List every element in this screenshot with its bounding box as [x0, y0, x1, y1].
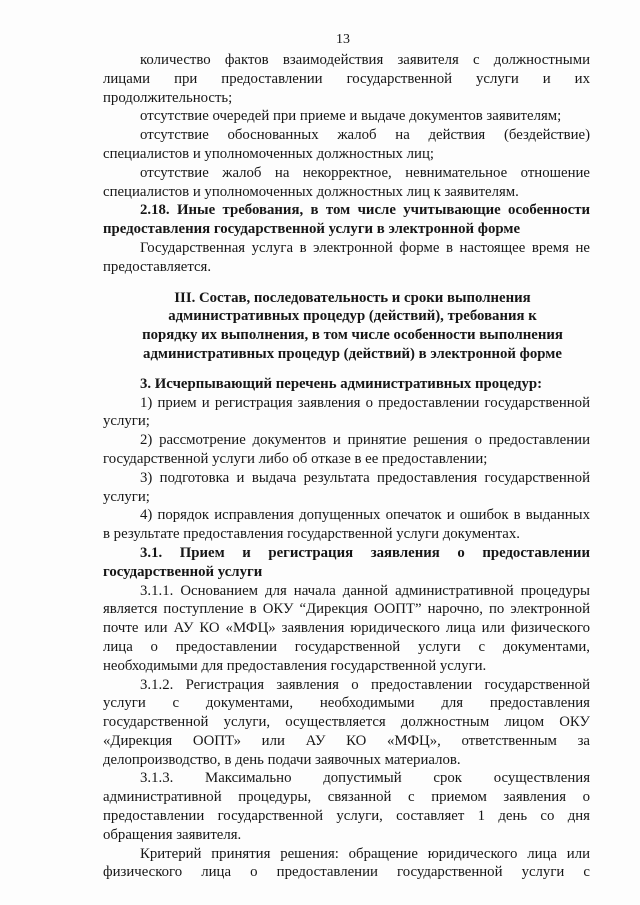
text-line: делопроизводство, в день подачи заявочных материалов. — [103, 751, 461, 768]
text-line: лицами при предоставлении государственной услуги и их — [103, 70, 590, 87]
text-line: предоставляется. — [103, 258, 212, 275]
text-line: 4) порядок исправления допущенных опечаток и ошибок в выданных — [140, 507, 590, 524]
paragraph — [103, 769, 590, 844]
subsection-heading — [103, 544, 590, 582]
text-line: Государственная услуга в электронной форме в настоящее время не — [140, 239, 590, 256]
paragraph — [103, 469, 590, 507]
text-line: 3. Исчерпывающий перечень административных процедур: — [140, 375, 543, 392]
paragraph — [103, 431, 590, 469]
text-line: 1) прием и регистрация заявления о предоставлении государственной — [140, 394, 590, 411]
text-line: количество фактов взаимодействия заявителя с должностными — [140, 52, 590, 68]
paragraph — [103, 239, 590, 277]
text-line: услуги; — [103, 413, 150, 430]
text-line: порядку их выполнения, в том числе особенности выполнения — [142, 327, 563, 344]
text-line: «Дирекция ООПТ» или АУ КО «МФЦ», ответственным за — [103, 732, 590, 749]
text-line: продолжительность; — [103, 89, 233, 106]
text-line: лица о предоставлении государственной услуги с документами, — [103, 638, 590, 655]
paragraph — [103, 51, 590, 107]
subsection-heading — [103, 201, 590, 239]
text-line: предоставлении государственной услуги, составляет 1 день со дня — [103, 808, 590, 825]
text-line: государственной услуги, осуществляется должностным лицом ОКУ — [103, 714, 590, 731]
text-line: услуги с документами, необходимыми для предоставления — [103, 695, 590, 712]
text-line: необходимыми для предоставления государственной услуги. — [103, 657, 487, 674]
paragraph — [103, 126, 590, 164]
text-line: в результате предоставления государственной услуги документах. — [103, 526, 520, 543]
text-line: почте или АУ КО «МФЦ» заявления юридического лица или физического — [103, 620, 590, 637]
text-column — [103, 51, 590, 882]
text-line: 2) рассмотрение документов и принятие решения о предоставлении — [140, 432, 590, 449]
text-line: административных процедур (действий), требования к — [168, 308, 537, 325]
text-line: услуги; — [103, 488, 150, 505]
text-line: физического лица о предоставлении государственной услуги с — [103, 864, 590, 881]
text-line: специалистов и уполномоченных должностных лиц к заявителям. — [103, 183, 519, 200]
paragraph — [103, 845, 590, 883]
text-line: отсутствие обоснованных жалоб на действия (бездействие) — [140, 127, 590, 144]
text-line: государственной услуги либо об отказе в ее предоставлении; — [103, 450, 488, 467]
text-line: 3.1.2. Регистрация заявления о предоставлении государственной — [140, 676, 590, 693]
text-line: государственной услуги — [103, 563, 263, 580]
text-line: является поступление в ОКУ “Дирекция ООПТ” нарочно, по электронной — [103, 601, 590, 618]
text-line: 3) подготовка и выдача результата предоставления государственной — [140, 469, 590, 486]
text-line: отсутствие жалоб на некорректное, невнимательное отношение — [140, 164, 590, 181]
paragraph — [103, 676, 590, 770]
text-line: административных процедур (действий) в электронной форме — [143, 345, 562, 362]
page-number: 13 — [336, 32, 350, 47]
text-line: отсутствие очередей при приеме и выдаче документов заявителям; — [140, 108, 562, 125]
text-line: административной процедуры, связанной с приемом заявления о — [103, 789, 590, 806]
paragraph — [103, 506, 590, 544]
text-line: обращения заявителя. — [103, 826, 242, 843]
text-line: 2.18. Иные требования, в том числе учитывающие особенности — [140, 202, 590, 219]
section-heading — [103, 289, 590, 364]
paragraph — [103, 164, 590, 202]
paragraph — [103, 394, 590, 432]
paragraph — [103, 107, 590, 126]
text-line: III. Состав, последовательность и сроки выполнения — [174, 289, 531, 306]
text-line: специалистов и уполномоченных должностных лиц; — [103, 145, 434, 162]
text-line: предоставления государственной услуги в электронной форме — [103, 221, 521, 238]
paragraph — [103, 582, 590, 676]
subsection-heading — [103, 375, 590, 394]
text-line: 3.1. Прием и регистрация заявления о предоставлении — [140, 544, 590, 561]
text-line: Критерий принятия решения: обращение юридического лица или — [140, 845, 590, 862]
text-line: 3.1.3. Максимально допустимый срок осуществления — [140, 770, 590, 787]
text-line: 3.1.1. Основанием для начала данной административной процедуры — [140, 582, 590, 599]
